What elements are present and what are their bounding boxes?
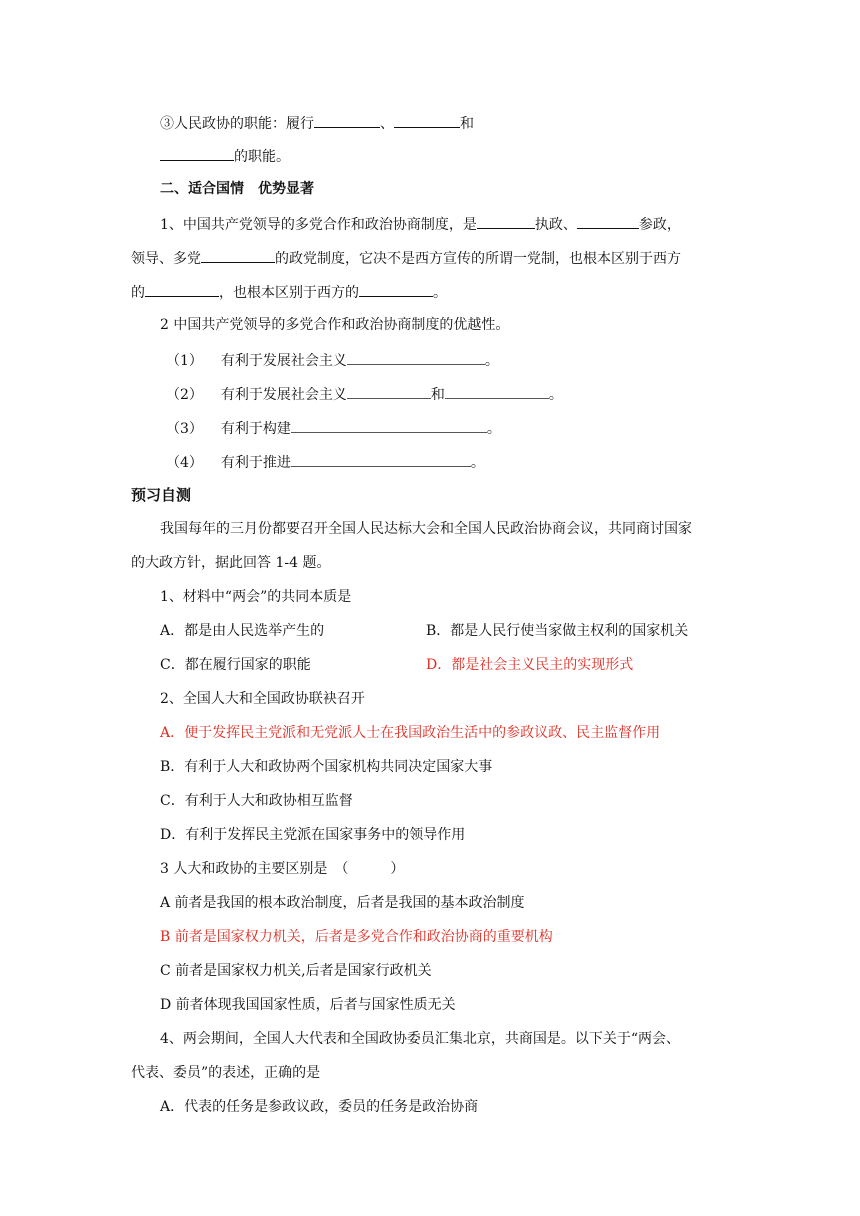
q1-option-b: B．都是人民行使当家做主权利的国家机关	[426, 623, 689, 639]
p1-text-e: 的政党制度，它决不是西方宣传的所谓一党制，也根本区别于西方	[275, 251, 681, 267]
blank-2	[394, 112, 460, 128]
function-prefix: ③人民政协的职能：履行	[160, 116, 314, 132]
advantage-num: （3）	[166, 421, 203, 437]
function-line2-suffix: 的职能。	[234, 149, 290, 165]
q3-option-a: A 前者是我国的根本政治制度，后者是我国的基本政治制度	[160, 895, 525, 911]
p1-line-1	[160, 213, 681, 235]
advantage-end: 。	[484, 353, 499, 369]
advantage-mid: 和	[430, 387, 445, 403]
blank-13	[291, 451, 471, 467]
q3-option-b-answer: B 前者是国家权力机关，后者是多党合作和政治协商的重要机构	[160, 929, 553, 945]
q1-stem: 1、材料中“两会”的共同本质是	[160, 589, 352, 605]
blank-11	[445, 383, 549, 399]
blank-7	[145, 281, 219, 297]
section2-title: 二、适合国情 优势显著	[160, 181, 314, 197]
blank-3	[160, 145, 234, 161]
advantage-end: 。	[548, 387, 563, 403]
advantage-1	[166, 349, 499, 371]
q2-option-c: C．有利于人大和政协相互监督	[160, 793, 353, 809]
advantage-num: （4）	[166, 455, 203, 471]
p2-title: 2 中国共产党领导的多党合作和政治协商制度的优越性。	[160, 317, 510, 333]
intro-line-2: 的大政方针，据此回答 1-4 题。	[131, 555, 331, 571]
q2-stem: 2、全国人大和全国政协联袂召开	[160, 691, 365, 707]
function-line-1	[160, 112, 474, 134]
advantage-num: （2）	[166, 387, 203, 403]
q1-option-a: A．都是由人民选举产生的	[160, 623, 325, 639]
blank-4	[477, 213, 535, 229]
blank-10	[347, 383, 431, 399]
q1-option-c: C．都在履行国家的职能	[160, 657, 311, 673]
advantage-text: 有利于发展社会主义	[220, 353, 347, 369]
p1-text-g: ，也根本区别于西方的	[219, 285, 359, 301]
q4-stem-line-1: 4、两会期间，全国人大代表和全国政协委员汇集北京，共商国是。以下关于“两会、	[160, 1031, 681, 1047]
q4-option-a: A．代表的任务是参政议政，委员的任务是政治协商	[160, 1099, 479, 1115]
advantage-4	[166, 451, 485, 473]
blank-8	[359, 281, 433, 297]
advantage-text: 有利于推进	[220, 455, 291, 471]
function-suffix: 和	[460, 116, 474, 132]
p1-text-f: 的	[131, 285, 145, 301]
advantage-end: 。	[486, 421, 501, 437]
blank-12	[291, 417, 487, 433]
q3-stem: 3 人大和政协的主要区别是 （ ）	[160, 861, 405, 877]
intro-line-1: 我国每年的三月份都要召开全国人民达标大会和全国人民政治协商会议，共同商讨国家	[160, 521, 692, 537]
q2-option-d: D．有利于发挥民主党派在国家事务中的领导作用	[160, 827, 466, 843]
blank-6	[201, 247, 275, 263]
q2-option-a-answer: A．便于发挥民主党派和无党派人士在我国政治生活中的参政议政、民主监督作用	[160, 725, 661, 741]
advantage-text: 有利于发展社会主义	[220, 387, 347, 403]
q4-stem-line-2: 代表、委员”的表述，正确的是	[131, 1065, 321, 1081]
blank-9	[347, 349, 485, 365]
advantage-num: （1）	[166, 353, 203, 369]
q3-option-d: D 前者体现我国国家性质，后者与国家性质无关	[160, 997, 456, 1013]
q3-option-c: C 前者是国家权力机关,后者是国家行政机关	[160, 963, 432, 979]
p1-text-c: 参政，	[638, 217, 681, 233]
p1-text-h: 。	[433, 285, 447, 301]
advantage-end: 。	[470, 455, 485, 471]
q1-option-d-answer: D．都是社会主义民主的实现形式	[426, 657, 634, 673]
p1-text-d: 领导、多党	[131, 251, 201, 267]
p1-line-2	[131, 247, 681, 269]
advantage-2	[166, 383, 563, 405]
p1-line-3	[131, 281, 447, 303]
self-test-title: 预习自测	[131, 486, 192, 504]
blank-1	[314, 112, 380, 128]
q2-option-b: B．有利于人大和政协两个国家机构共同决定国家大事	[160, 759, 493, 775]
p1-text-b: 执政、	[534, 217, 577, 233]
advantage-3	[166, 417, 501, 439]
advantage-text: 有利于构建	[220, 421, 291, 437]
p1-text-a: 1、中国共产党领导的多党合作和政治协商制度，是	[160, 217, 477, 233]
function-line-2	[160, 145, 290, 167]
blank-5	[577, 213, 639, 229]
function-sep: 、	[380, 116, 394, 132]
